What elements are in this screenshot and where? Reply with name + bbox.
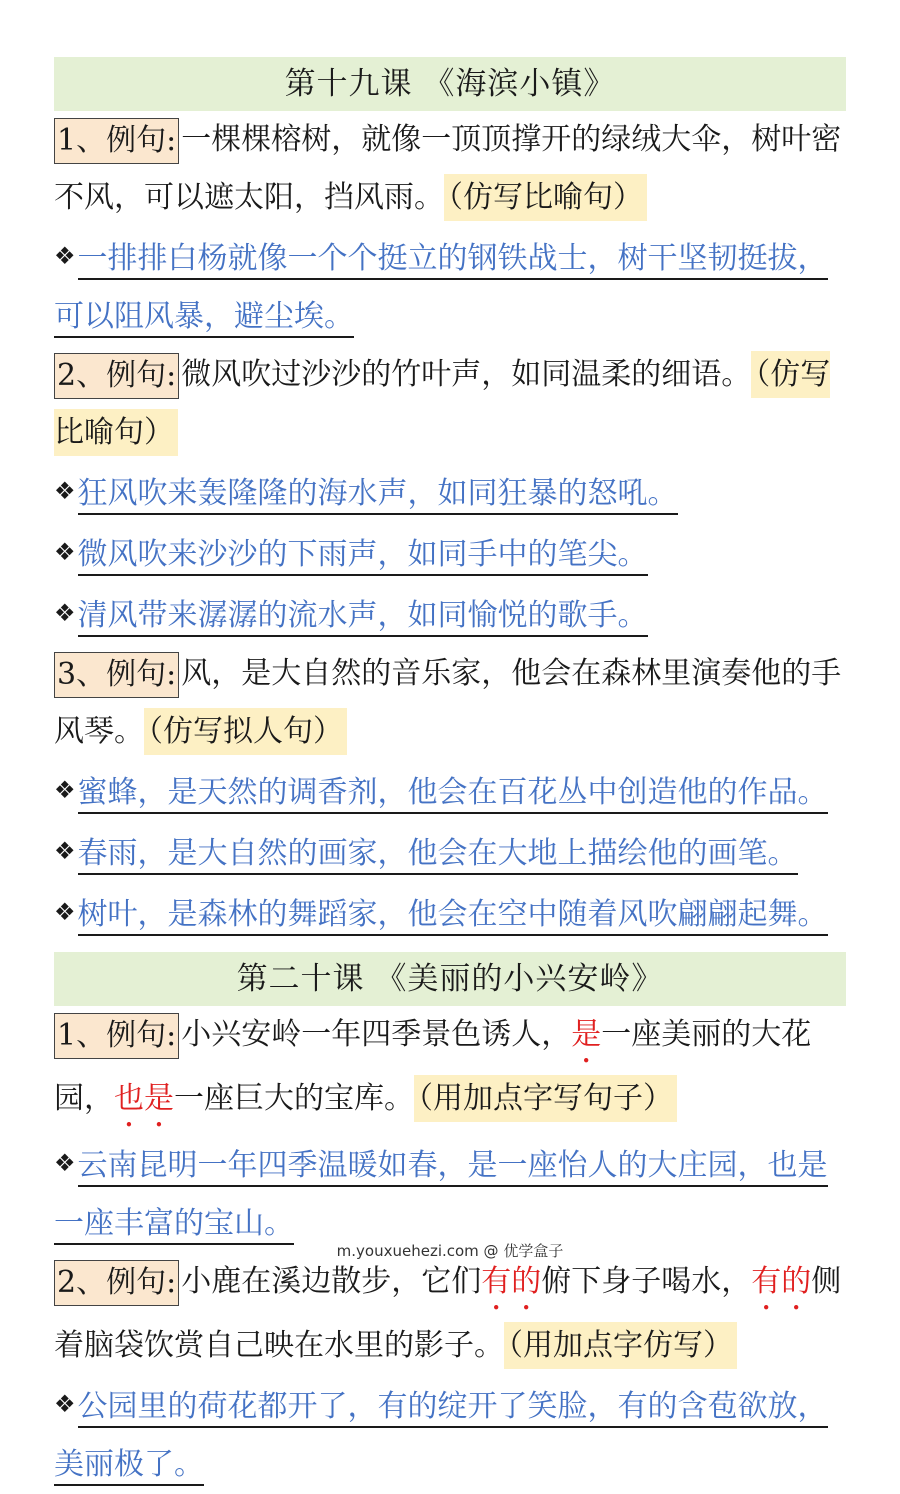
- lesson-19-q1-text: 一棵棵榕树，就像一顶顶撑开的绿绒大伞，树叶密不风，可以遮太阳，挡风雨。: [54, 122, 842, 215]
- diamond-bullet-icon: ❖: [54, 837, 76, 865]
- worksheet-page: [54, 57, 846, 1494]
- answer-text: 树叶，是森林的舞蹈家，他会在空中随着风吹翩翩起舞。: [78, 897, 828, 936]
- lesson-20-q1-example: [54, 1006, 846, 1134]
- lesson-20-q2-hint: （用加点字仿写）: [504, 1322, 737, 1369]
- diamond-bullet-icon: ❖: [54, 477, 76, 505]
- answer-text: 春雨，是大自然的画家，他会在大地上描绘他的画笔。: [78, 836, 798, 875]
- lesson-19-q3-label: 3、例句:: [54, 652, 179, 698]
- answer-text: 一排排白杨就像一个个挺立的钢铁战士，树干坚韧挺拔，可以阻风暴，避尘埃。: [54, 241, 828, 338]
- lesson-20-q1-text-a: 小兴安岭一年四季景色诱人，: [181, 1017, 572, 1052]
- diamond-bullet-icon: ❖: [54, 599, 76, 627]
- lesson-19-q2-example: [54, 346, 846, 462]
- answer-text: 云南昆明一年四季温暖如春，是一座怡人的大庄园，也是一座丰富的宝山。: [54, 1148, 828, 1245]
- diamond-bullet-icon: ❖: [54, 1149, 76, 1177]
- diamond-bullet-icon: ❖: [54, 898, 76, 926]
- answer-text: 微风吹来沙沙的下雨声，如同手中的笔尖。: [78, 537, 648, 576]
- lesson-19-q1-hint: （仿写比喻句）: [444, 174, 647, 221]
- lesson-19-q3-answer-1: [54, 761, 846, 822]
- lesson-19-q3-example: [54, 645, 846, 761]
- lesson-20-q1-dotted-word-a: 是: [571, 1017, 602, 1052]
- lesson-20-q2-text-a: 小鹿在溪边散步，它们: [181, 1264, 482, 1299]
- lesson-20-title: 第二十课 《美丽的小兴安岭》: [54, 952, 846, 1006]
- lesson-19-q2-answer-2: [54, 523, 846, 584]
- lesson-19-q1-label: 1、例句:: [54, 118, 179, 164]
- lesson-20-q2-answer-1: [54, 1375, 846, 1494]
- diamond-bullet-icon: ❖: [54, 242, 76, 270]
- diamond-bullet-icon: ❖: [54, 1390, 76, 1418]
- lesson-19-q2-text: 微风吹过沙沙的竹叶声，如同温柔的细语。: [181, 357, 752, 392]
- diamond-bullet-icon: ❖: [54, 538, 76, 566]
- lesson-19-q1-example: [54, 111, 846, 227]
- lesson-20-q2-example: [54, 1253, 846, 1375]
- diamond-bullet-icon: ❖: [54, 776, 76, 804]
- lesson-19-q2-answer-3: [54, 584, 846, 645]
- lesson-20-q2-text-c: 侧着脑袋饮赏自己映在水里的影子。: [54, 1264, 842, 1363]
- lesson-19-q2-label: 2、例句:: [54, 353, 179, 399]
- lesson-20-q1-hint: （用加点字写句子）: [414, 1075, 677, 1122]
- answer-text: 公园里的荷花都开了，有的绽开了笑脸，有的含苞欲放，美丽极了。: [54, 1389, 828, 1486]
- answer-text: 狂风吹来轰隆隆的海水声，如同狂暴的怒吼。: [78, 476, 678, 515]
- lesson-20-q1-text-c: 一座巨大的宝库。: [174, 1081, 414, 1116]
- lesson-20-q2-dotted-word-b: 有的: [751, 1264, 812, 1299]
- footer-watermark: m.youxuehezi.com @ 优学盒子: [336, 1242, 564, 1260]
- lesson-19-q3-text: 风，是大自然的音乐家，他会在森林里演奏他的手风琴。: [54, 656, 842, 749]
- lesson-19-title: 第十九课 《海滨小镇》: [54, 57, 846, 111]
- lesson-19-q2-answer-1: [54, 462, 846, 523]
- lesson-20-q1-answer-1: [54, 1134, 846, 1253]
- lesson-20-q2-label: 2、例句:: [54, 1260, 179, 1306]
- lesson-20-q2-text-b: 俯下身子喝水，: [541, 1264, 752, 1299]
- lesson-19-q1-answer-1: [54, 227, 846, 346]
- lesson-19-q2-hint: （仿写比喻句）: [54, 351, 830, 456]
- lesson-20-q1-dotted-word-b: 也是: [114, 1081, 174, 1116]
- lesson-19-q3-hint: （仿写拟人句）: [144, 708, 347, 755]
- answer-text: 清风带来潺潺的流水声，如同愉悦的歌手。: [78, 598, 648, 637]
- answer-text: 蜜蜂，是天然的调香剂，他会在百花丛中创造他的作品。: [78, 775, 828, 814]
- lesson-19-q3-answer-2: [54, 822, 846, 883]
- lesson-20-q1-label: 1、例句:: [54, 1013, 179, 1059]
- lesson-20-q1-text-b: 一座美丽的大花园，: [54, 1017, 812, 1116]
- lesson-19-q3-answer-3: [54, 883, 846, 944]
- lesson-20-q2-dotted-word-a: 有的: [481, 1264, 542, 1299]
